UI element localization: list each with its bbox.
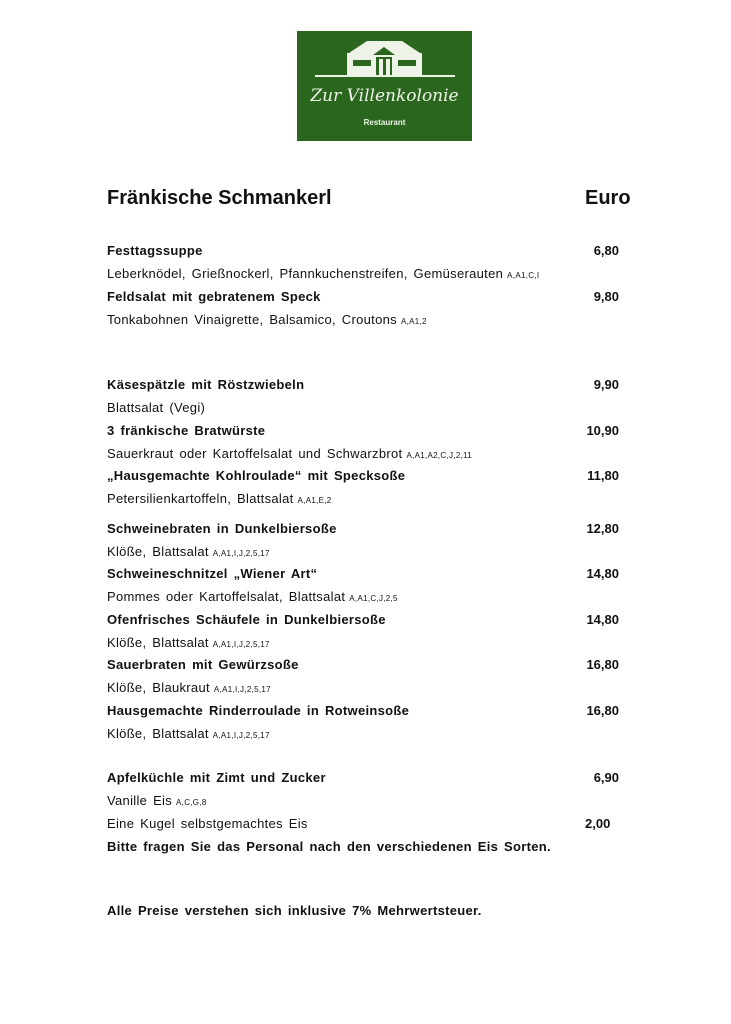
line-text: Schweineschnitzel „Wiener Art“ <box>107 566 318 581</box>
line-text: Tonkabohnen Vinaigrette, Balsamico, Croutons <box>107 312 397 327</box>
line-text: Blattsalat (Vegi) <box>107 400 206 415</box>
line-text: Sauerkraut oder Kartoffelsalat und Schwarzbrot <box>107 446 403 461</box>
line-text: Petersilienkartoffeln, Blattsalat <box>107 491 294 506</box>
menu-item-description <box>107 726 270 741</box>
restaurant-logo <box>297 31 472 141</box>
line-text: Klöße, Blattsalat <box>107 544 209 559</box>
allergen-codes: A,A1,2 <box>400 317 427 326</box>
menu-item-description <box>107 400 205 415</box>
house-icon <box>297 31 472 91</box>
allergen-codes: A,A1,C,I <box>507 271 540 280</box>
menu-item-description <box>107 544 270 559</box>
line-text: Bitte fragen Sie das Personal nach den verschiedenen Eis Sorten. <box>107 839 551 854</box>
menu-item-description <box>107 312 427 327</box>
line-text: „Hausgemachte Kohlroulade“ mit Specksoße <box>107 468 406 483</box>
currency-header: Euro <box>585 187 631 209</box>
line-text: Käsespätzle mit Röstzwiebeln <box>107 377 305 392</box>
allergen-codes: A,A1,I,J,2,5,17 <box>212 640 270 649</box>
line-text: Klöße, Blattsalat <box>107 726 209 741</box>
menu-item-name <box>107 657 299 672</box>
allergen-codes: A,A1,A2,C,J,2,11 <box>406 451 473 460</box>
allergen-codes: A,C,G,8 <box>176 798 207 807</box>
menu-item-name <box>107 612 386 627</box>
line-text: Ofenfrisches Schäufele in Dunkelbiersoße <box>107 612 386 627</box>
logo-subtitle: Restaurant <box>363 118 406 127</box>
menu-item-price: 12,80 <box>586 521 619 536</box>
line-text: Hausgemachte Rinderroulade in Rotweinsoße <box>107 703 410 718</box>
menu-item-price: 14,80 <box>586 612 619 627</box>
menu-item-price: 9,80 <box>593 289 619 304</box>
menu-item-name <box>107 839 551 854</box>
menu-item-price: 14,80 <box>586 566 619 581</box>
menu-item-price: 16,80 <box>586 703 619 718</box>
allergen-codes: A,A1,I,J,2,5,17 <box>213 685 271 694</box>
menu-item-description <box>107 446 472 461</box>
menu-item-description <box>107 491 332 506</box>
menu-item-price: 6,90 <box>593 770 619 785</box>
line-text: Pommes oder Kartoffelsalat, Blattsalat <box>107 589 346 604</box>
menu-item-name <box>107 770 326 785</box>
menu-title: Fränkische Schmankerl <box>107 187 332 209</box>
line-text: Feldsalat mit gebratenem Speck <box>107 289 321 304</box>
allergen-codes: A,A1,C,J,2,5 <box>349 594 398 603</box>
menu-item-name <box>107 243 203 258</box>
line-text: Sauerbraten mit Gewürzsoße <box>107 657 299 672</box>
line-text: Leberknödel, Grießnockerl, Pfannkuchenstreifen, Gemüserauten <box>107 266 504 281</box>
allergen-codes: A,A1,E,2 <box>297 496 332 505</box>
menu-item-description <box>107 680 271 695</box>
menu-item-description <box>107 635 270 650</box>
line-text: 3 fränkische Bratwürste <box>107 423 266 438</box>
menu-item-name <box>107 468 405 483</box>
line-text: Eine Kugel selbstgemachtes Eis <box>107 816 308 831</box>
menu-item-price: 9,90 <box>593 377 619 392</box>
menu-item-price: 11,80 <box>587 468 619 483</box>
line-text: Klöße, Blaukraut <box>107 680 210 695</box>
line-text: Vanille Eis <box>107 793 173 808</box>
line-text: Schweinebraten in Dunkelbiersoße <box>107 521 337 536</box>
menu-item-name <box>107 521 337 536</box>
menu-item-price: 2,00 <box>585 816 611 831</box>
menu-item-description <box>107 589 398 604</box>
menu-item-name <box>107 703 409 718</box>
line-text: Festtagssuppe <box>107 243 203 258</box>
menu-item-name <box>107 289 321 304</box>
line-text: Klöße, Blattsalat <box>107 635 209 650</box>
menu-item-price: 6,80 <box>593 243 619 258</box>
menu-item-description <box>107 266 539 281</box>
logo-name: Zur Villenkolonie <box>310 86 459 106</box>
menu-item-name <box>107 377 304 392</box>
menu-item-name <box>107 423 265 438</box>
menu-item-description <box>107 793 207 808</box>
allergen-codes: A,A1,I,J,2,5,17 <box>212 731 270 740</box>
line-text: Apfelküchle mit Zimt und Zucker <box>107 770 326 785</box>
tax-note: Alle Preise verstehen sich inklusive 7% Mehrwertsteuer. <box>107 903 482 918</box>
menu-item-price: 16,80 <box>586 657 619 672</box>
menu-item-description <box>107 816 308 831</box>
menu-item-price: 10,90 <box>586 423 619 438</box>
allergen-codes: A,A1,I,J,2,5,17 <box>212 549 270 558</box>
menu-item-name <box>107 566 317 581</box>
